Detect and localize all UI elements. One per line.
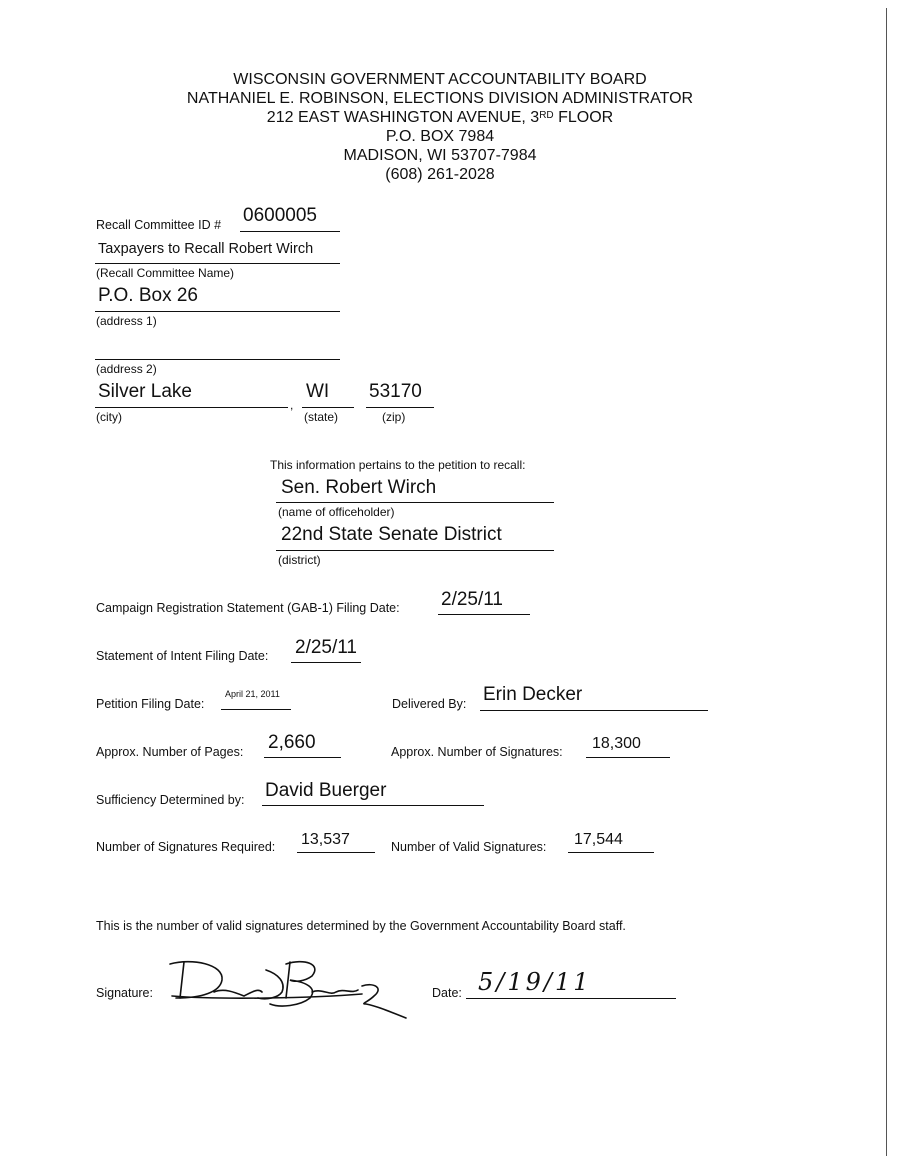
- committee-name-underline: [95, 263, 340, 264]
- pages-value: 2,660: [268, 732, 316, 753]
- recall-intro: This information pertains to the petition to recall:: [270, 458, 526, 472]
- address2-caption: (address 2): [96, 362, 157, 376]
- zip-value: 53170: [369, 381, 422, 402]
- header-street-text: 212 EAST WASHINGTON AVENUE, 3: [266, 109, 540, 126]
- pages-underline: [264, 757, 341, 758]
- sufficiency-value: David Buerger: [265, 780, 387, 801]
- pages-label: Approx. Number of Pages:: [96, 745, 244, 759]
- gab1-filing-date-value: 2/25/11: [441, 589, 503, 610]
- valid-signatures-value: 17,544: [574, 831, 623, 848]
- approx-signatures-underline: [586, 757, 670, 758]
- handwritten-signature: [162, 952, 412, 1022]
- zip-underline: [366, 407, 434, 408]
- state-underline: [302, 407, 354, 408]
- city-value: Silver Lake: [98, 381, 192, 402]
- committee-name-value: Taxpayers to Recall Robert Wirch: [98, 241, 314, 257]
- form-header: [0, 70, 880, 184]
- required-signatures-underline: [297, 852, 375, 853]
- header-street-sup: RD: [539, 110, 554, 121]
- header-street: [0, 108, 880, 127]
- sufficiency-underline: [262, 805, 484, 806]
- officeholder-underline: [276, 502, 554, 503]
- petition-filing-date-value: April 21, 2011: [225, 689, 280, 699]
- petition-filing-date-label: Petition Filing Date:: [96, 697, 205, 711]
- petition-filing-date-underline: [221, 709, 291, 710]
- intent-filing-date-value: 2/25/11: [295, 637, 357, 658]
- header-street-floor: FLOOR: [553, 109, 614, 126]
- address1-underline: [95, 311, 340, 312]
- valid-signatures-underline: [568, 852, 654, 853]
- date-underline: [466, 998, 676, 999]
- state-value: WI: [306, 381, 330, 402]
- signed-date-value: 5/19/11: [478, 968, 592, 996]
- header-city: MADISON, WI 53707-7984: [343, 147, 537, 164]
- approx-signatures-value: 18,300: [592, 735, 641, 752]
- valid-signatures-label: Number of Valid Signatures:: [391, 840, 547, 854]
- date-label: Date:: [432, 986, 462, 1000]
- gab1-filing-date-underline: [438, 614, 530, 615]
- committee-id-value: 0600005: [243, 205, 317, 226]
- required-signatures-label: Number of Signatures Required:: [96, 840, 276, 854]
- sufficiency-label: Sufficiency Determined by:: [96, 793, 245, 807]
- district-value: 22nd State Senate District: [281, 524, 502, 545]
- officeholder-value: Sen. Robert Wirch: [281, 477, 437, 498]
- required-signatures-value: 13,537: [301, 831, 350, 848]
- officeholder-caption: (name of officeholder): [278, 505, 395, 519]
- gab1-filing-date-label: Campaign Registration Statement (GAB-1) Filing Date:: [96, 601, 400, 615]
- committee-id-label: Recall Committee ID #: [96, 218, 222, 232]
- approx-signatures-label: Approx. Number of Signatures:: [391, 745, 563, 759]
- address1-value: P.O. Box 26: [98, 285, 198, 306]
- state-caption: (state): [304, 410, 339, 424]
- intent-filing-date-underline: [291, 662, 361, 663]
- signature-label: Signature:: [96, 986, 153, 1000]
- committee-id-underline: [240, 231, 340, 232]
- address1-caption: (address 1): [96, 314, 157, 328]
- header-phone: (608) 261-2028: [385, 166, 495, 183]
- city-caption: (city): [96, 410, 122, 424]
- intent-filing-date-label: Statement of Intent Filing Date:: [96, 649, 269, 663]
- city-state-comma: ,: [290, 398, 294, 412]
- header-agency: WISCONSIN GOVERNMENT ACCOUNTABILITY BOARD: [233, 71, 647, 88]
- header-po-box: P.O. BOX 7984: [385, 128, 495, 145]
- committee-name-caption: (Recall Committee Name): [96, 266, 235, 280]
- address2-underline: [95, 359, 340, 360]
- delivered-by-underline: [480, 710, 708, 711]
- delivered-by-value: Erin Decker: [483, 684, 583, 705]
- page-edge-divider: [886, 8, 887, 1156]
- district-caption: (district): [278, 553, 321, 567]
- city-underline: [95, 407, 288, 408]
- delivered-by-label: Delivered By:: [392, 697, 467, 711]
- zip-caption: (zip): [382, 410, 406, 424]
- header-administrator: NATHANIEL E. ROBINSON, ELECTIONS DIVISION ADMINISTRATOR: [186, 90, 694, 107]
- district-underline: [276, 550, 554, 551]
- footer-statement: This is the number of valid signatures determined by the Government Accountability Board staff.: [96, 919, 626, 933]
